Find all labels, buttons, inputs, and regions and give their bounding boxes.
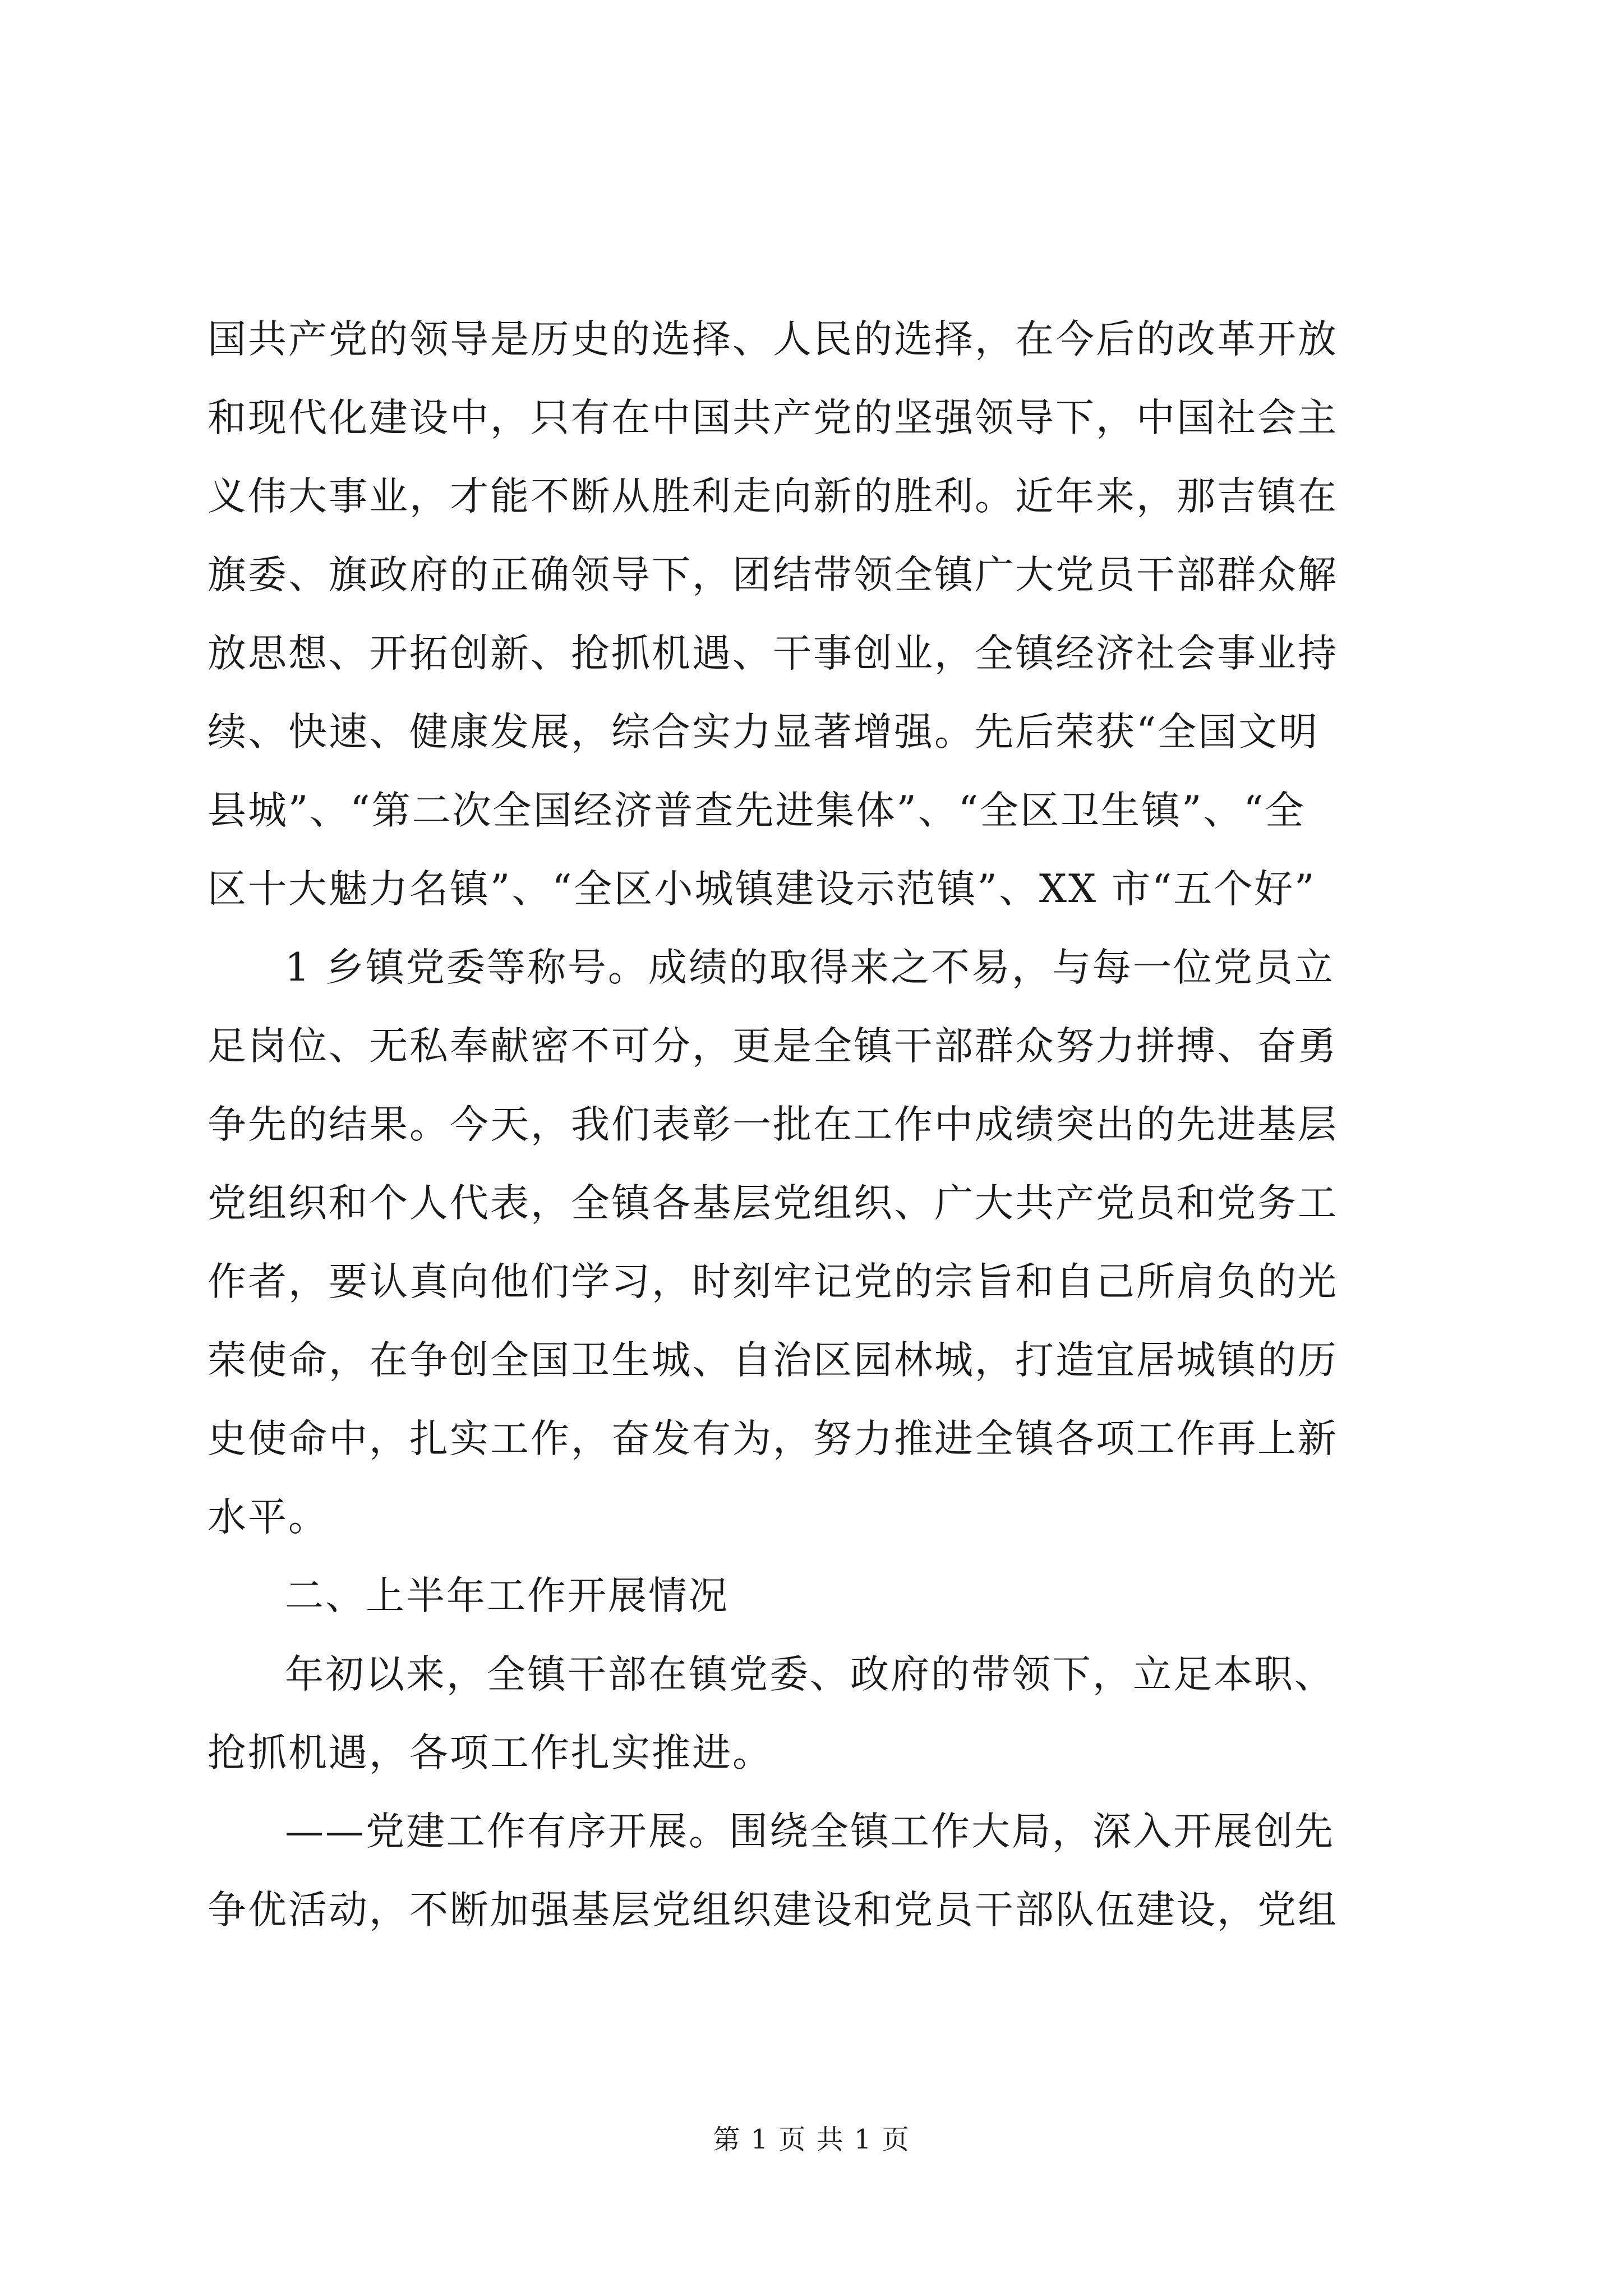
text-line: 荣使命，在争创全国卫生城、自治区园林城，打造宜居城镇的历 — [208, 1338, 1338, 1383]
text-line: 年初以来，全镇干部在镇党委、政府的带领下，立足本职、 — [285, 1652, 1335, 1697]
text-line: 续、快速、健康发展，综合实力显著增强。先后荣获“全国文明 — [208, 710, 1320, 754]
text-line: 义伟大事业，才能不断从胜利走向新的胜利。近年来，那吉镇在 — [208, 474, 1338, 519]
text-line: 旗委、旗政府的正确领导下，团结带领全镇广大党员干部群众解 — [208, 553, 1338, 597]
text-line: 史使命中，扎实工作，奋发有为，努力推进全镇各项工作再上新 — [208, 1416, 1338, 1461]
text-line: 县城”、“第二次全国经济普查先进集体”、“全区卫生镇”、“全 — [208, 788, 1306, 833]
text-line: 作者，要认真向他们学习，时刻牢记党的宗旨和自己所肩负的光 — [208, 1259, 1338, 1304]
text-line: 二、上半年工作开展情况 — [285, 1573, 729, 1618]
text-line: 国共产党的领导是历史的选择、人民的选择，在今后的改革开放 — [208, 317, 1338, 362]
text-line: 1 乡镇党委等称号。成绩的取得来之不易，与每一位党员立 — [285, 945, 1335, 990]
text-line: 和现代化建设中，只有在中国共产党的坚强领导下，中国社会主 — [208, 395, 1338, 440]
text-line: 党组织和个人代表，全镇各基层党组织、广大共产党员和党务工 — [208, 1181, 1338, 1226]
text-line: 争优活动，不断加强基层党组织建设和党员干部队伍建设，党组 — [208, 1888, 1338, 1932]
text-line: 区十大魅力名镇”、“全区小城镇建设示范镇”、XX 市“五个好” — [208, 867, 1316, 912]
text-line: 争先的结果。今天，我们表彰一批在工作中成绩突出的先进基层 — [208, 1102, 1338, 1147]
text-line: 足岗位、无私奉献密不可分，更是全镇干部群众努力拼搏、奋勇 — [208, 1024, 1338, 1069]
text-line: 放思想、开拓创新、抢抓机遇、干事创业，全镇经济社会事业持 — [208, 631, 1338, 676]
page-footer: 第 1 页 共 1 页 — [713, 2124, 910, 2155]
text-line: ——党建工作有序开展。围绕全镇工作大局，深入开展创先 — [285, 1809, 1335, 1854]
document-body — [208, 300, 1430, 1949]
text-line: 抢抓机遇，各项工作扎实推进。 — [208, 1731, 773, 1775]
text-line: 水平。 — [208, 1495, 329, 1540]
